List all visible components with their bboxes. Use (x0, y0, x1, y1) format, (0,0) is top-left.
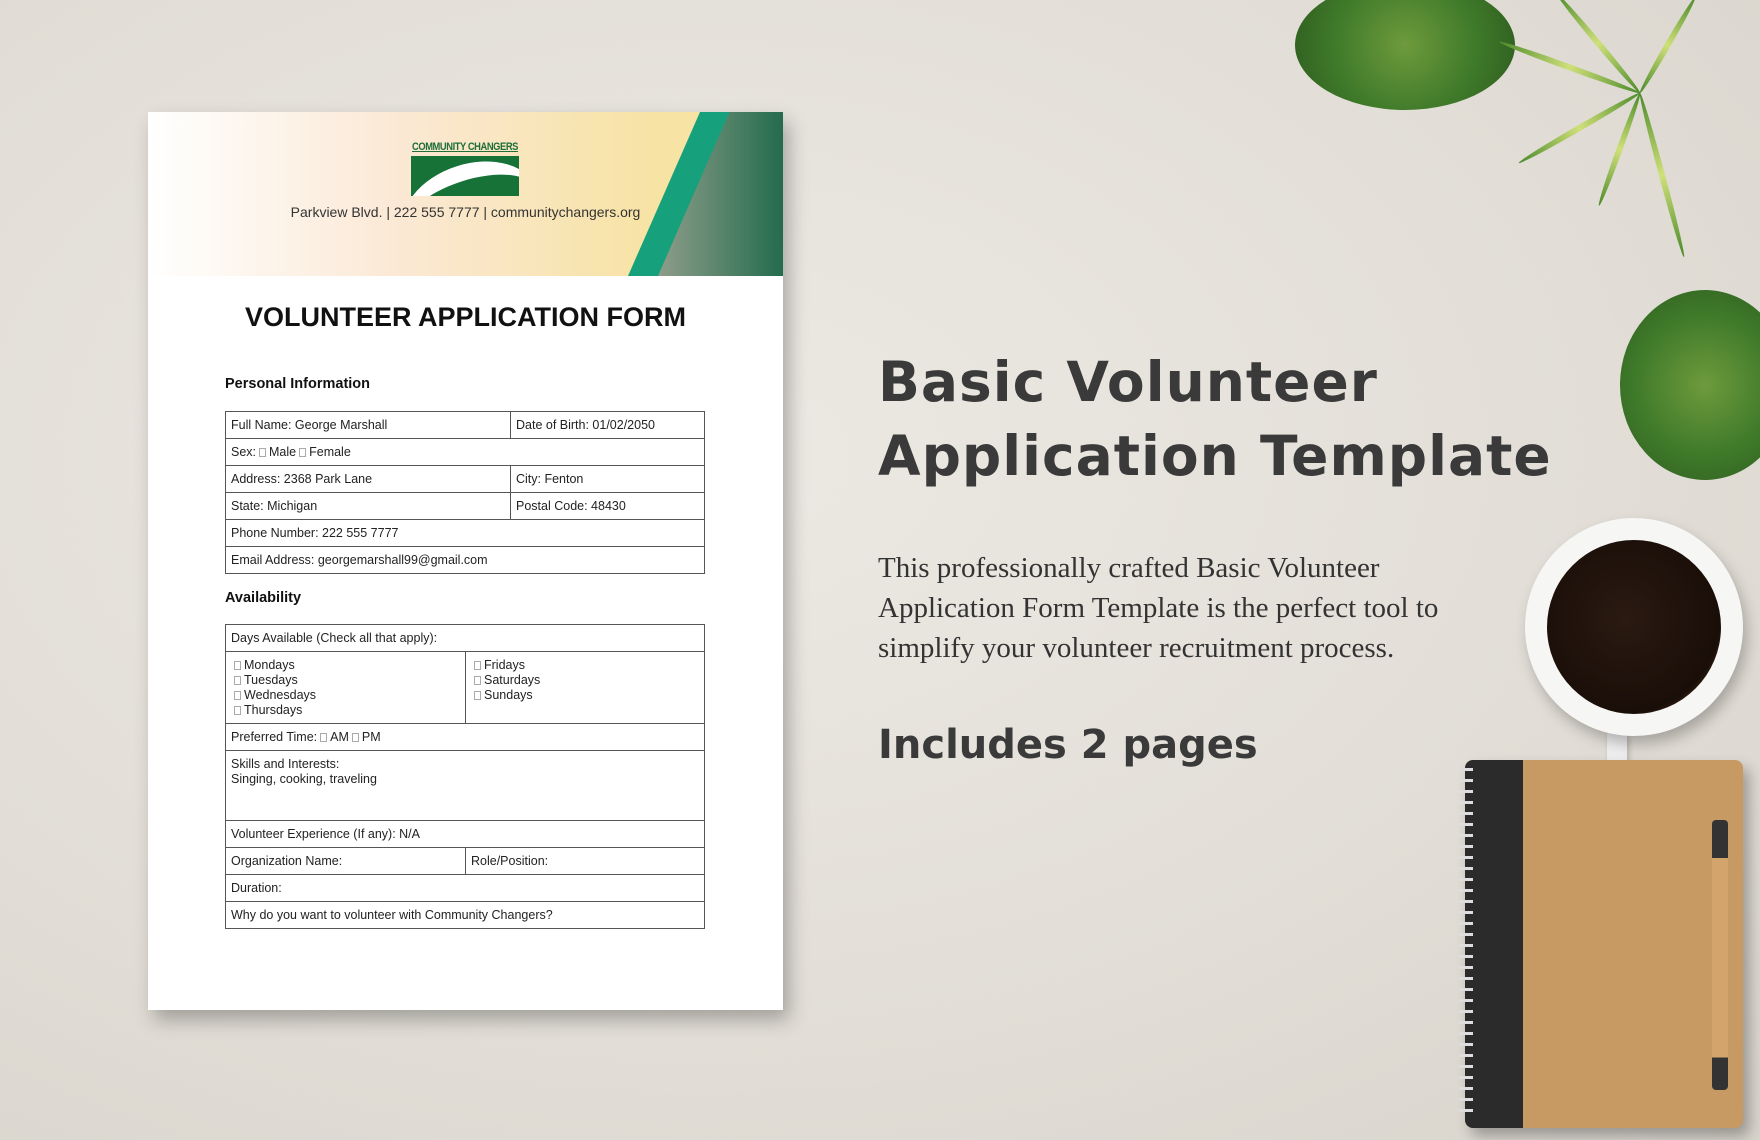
day-label: Wednesdays (244, 688, 317, 702)
day-option[interactable] (471, 673, 699, 688)
notebook-icon (1465, 760, 1743, 1128)
pm-label: PM (361, 730, 381, 744)
day-option[interactable] (471, 658, 699, 673)
preferred-time-field (226, 724, 705, 751)
female-label: Female (309, 445, 351, 459)
role-field[interactable]: Role/Position: (466, 848, 705, 875)
organization-field[interactable]: Organization Name: (226, 848, 466, 875)
day-label: Mondays (244, 658, 295, 672)
availability-table (225, 624, 705, 929)
day-label: Tuesdays (244, 673, 298, 687)
personal-info-table (225, 411, 705, 574)
days-left-column (226, 652, 466, 724)
day-option[interactable] (231, 688, 460, 703)
checkbox[interactable] (234, 676, 241, 685)
female-checkbox[interactable] (299, 448, 306, 457)
form-header-band (148, 112, 783, 276)
day-label: Fridays (484, 658, 525, 672)
address-field[interactable]: Address: 2368 Park Lane (226, 466, 511, 493)
section-availability-heading: Availability (225, 590, 302, 606)
checkbox[interactable] (474, 676, 481, 685)
day-option[interactable] (231, 673, 460, 688)
time-label: Preferred Time: (231, 730, 318, 744)
form-title: VOLUNTEER APPLICATION FORM (245, 302, 686, 332)
skills-label: Skills and Interests: (231, 757, 340, 771)
pm-checkbox[interactable] (352, 733, 359, 742)
promo-title-line: Application Template (878, 424, 1552, 488)
state-field[interactable]: State: Michigan (226, 493, 511, 520)
am-label: AM (330, 730, 349, 744)
succulent-plant-icon (1295, 0, 1515, 110)
why-field[interactable]: Why do you want to volunteer with Community Changers? (226, 902, 705, 929)
logo-text: COMMUNITY CHANGERS (412, 141, 518, 153)
promo-title (878, 345, 1552, 493)
duration-field[interactable]: Duration: (226, 875, 705, 902)
succulent-plant-icon (1620, 290, 1760, 480)
contact-line: Parkview Blvd. | 222 555 7777 | communitychangers.org (290, 204, 641, 220)
day-label: Sundays (484, 688, 533, 702)
pen-icon (1712, 820, 1728, 1090)
day-label: Saturdays (484, 673, 541, 687)
promo-description: This professionally crafted Basic Volunteer Application Form Template is the perfect tool to simplify your volunteer recruitment process. (878, 552, 1439, 664)
checkbox[interactable] (234, 691, 241, 700)
pages-count: Includes 2 pages (878, 722, 1258, 768)
phone-field[interactable]: Phone Number: 222 555 7777 (226, 520, 705, 547)
form-page (148, 112, 783, 1010)
section-personal-heading: Personal Information (225, 376, 371, 392)
male-label: Male (269, 445, 297, 459)
skills-value: Singing, cooking, traveling (231, 772, 377, 786)
day-option[interactable] (231, 658, 460, 673)
days-label: Days Available (Check all that apply): (226, 625, 705, 652)
city-field[interactable]: City: Fenton (511, 466, 705, 493)
promo-title-line: Basic Volunteer (878, 350, 1378, 414)
days-right-column (466, 652, 705, 724)
sex-field (226, 439, 705, 466)
skills-field[interactable] (226, 751, 705, 821)
logo-icon (411, 156, 519, 196)
sex-label: Sex: (231, 445, 257, 459)
checkbox[interactable] (234, 706, 241, 715)
am-checkbox[interactable] (320, 733, 327, 742)
full-name-field[interactable]: Full Name: George Marshall (226, 412, 511, 439)
coffee-cup-icon (1525, 518, 1743, 736)
dob-field[interactable]: Date of Birth: 01/02/2050 (511, 412, 705, 439)
postal-code-field[interactable]: Postal Code: 48430 (511, 493, 705, 520)
male-checkbox[interactable] (259, 448, 266, 457)
checkbox[interactable] (474, 661, 481, 670)
email-field[interactable]: Email Address: georgemarshall99@gmail.com (226, 547, 705, 574)
day-option[interactable] (471, 688, 699, 703)
day-label: Thursdays (244, 703, 303, 717)
day-option[interactable] (231, 703, 460, 718)
checkbox[interactable] (474, 691, 481, 700)
experience-field[interactable]: Volunteer Experience (If any): N/A (226, 821, 705, 848)
checkbox[interactable] (234, 661, 241, 670)
